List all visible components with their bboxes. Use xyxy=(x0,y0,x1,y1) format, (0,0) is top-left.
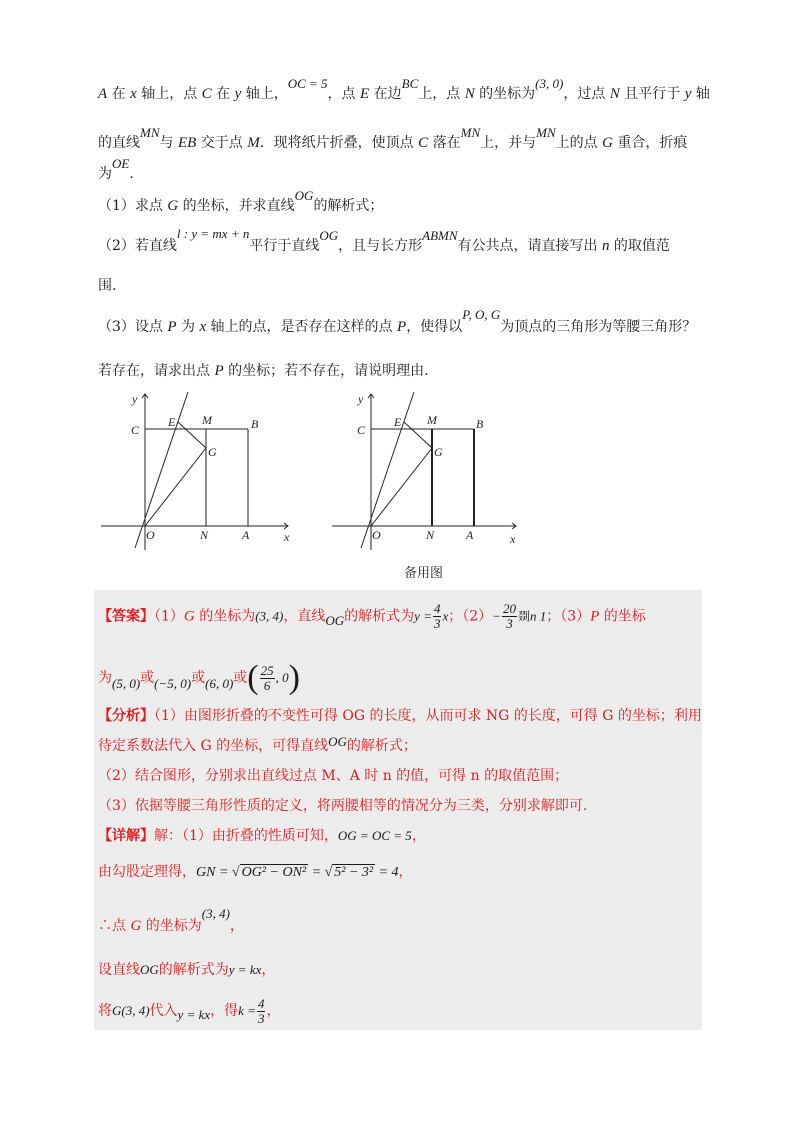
text: （2）若直线 xyxy=(98,238,177,254)
label-b: B xyxy=(251,417,259,431)
point-g: G xyxy=(167,198,179,214)
denominator: 3 xyxy=(433,616,441,631)
eq-y: y = xyxy=(414,608,432,624)
point-g: G xyxy=(130,918,142,934)
fraction-4-3 xyxy=(257,997,266,1026)
point-g-coordinate: G(3, 4) xyxy=(112,1003,150,1018)
text: 在 xyxy=(107,86,131,102)
var-y: y xyxy=(684,86,692,102)
text: ∴点 xyxy=(98,918,131,934)
label-e: E xyxy=(168,415,176,429)
fraction-4-3 xyxy=(433,602,442,631)
line-oe xyxy=(361,392,414,548)
oc-equation: OC = 5 xyxy=(287,76,328,91)
range-symbol: 剟 xyxy=(517,609,530,624)
answer-tag: 【答案】 xyxy=(98,608,154,625)
label-g: G xyxy=(434,445,443,459)
label-a: A xyxy=(466,528,474,542)
line-og: OG xyxy=(325,612,345,628)
analysis-line-2 xyxy=(98,736,417,756)
denominator: 3 xyxy=(257,1010,265,1026)
text: 的坐标 xyxy=(599,608,646,625)
question-2-cont xyxy=(98,276,116,296)
text: （2）结合图形，分别求出直线过点 M、A 时 n 的值，可得 n 的取值范围； xyxy=(98,768,569,784)
label-c: C xyxy=(357,423,366,437)
point-p: P xyxy=(214,363,224,379)
text: 将 xyxy=(98,1003,112,1019)
text: 落在 xyxy=(428,135,461,151)
text: 且平行于 xyxy=(619,86,685,102)
detail-tag: 【详解】 xyxy=(98,828,154,844)
point-p: P xyxy=(397,319,407,335)
var-n: n xyxy=(529,608,537,624)
analysis-line-3 xyxy=(98,766,568,786)
gn-eq: GN = xyxy=(196,865,232,880)
point-n: N xyxy=(609,86,620,102)
text: 轴 xyxy=(691,86,710,102)
text: 的取值范 xyxy=(609,238,670,254)
point-g: G xyxy=(602,135,613,151)
p-solution-3: (6, 0) xyxy=(205,676,234,691)
text: ， xyxy=(266,1003,281,1019)
number-one: 1 xyxy=(536,608,547,624)
detail-line-5 xyxy=(98,996,280,1026)
result: = 4 xyxy=(375,865,399,880)
text: 平行于直线 xyxy=(249,238,320,254)
line-og xyxy=(145,448,206,526)
text: 或 xyxy=(233,670,248,686)
label-m: M xyxy=(427,413,437,427)
text: 与 xyxy=(159,135,178,151)
fraction-20-3 xyxy=(502,602,517,631)
left-paren: ( xyxy=(247,659,259,696)
text: 上，点 xyxy=(418,86,465,102)
numerator: 4 xyxy=(433,601,441,616)
text: （3）设点 xyxy=(98,319,168,335)
line-oe xyxy=(135,392,188,548)
point-p: P xyxy=(590,608,600,625)
radicand-1: OG² − ON² xyxy=(241,865,307,880)
label-n: N xyxy=(200,528,209,542)
label-x: x xyxy=(284,530,290,544)
text: （3）依据等腰三角形性质的定义，将两腰相等的情况分为三类，分别求解即可. xyxy=(98,798,588,814)
point-m: M xyxy=(247,135,260,151)
segment-bc: BC xyxy=(401,76,419,91)
figure-main xyxy=(96,386,302,556)
text: ， xyxy=(411,828,426,844)
text: 轴上的点，是否存在这样的点 xyxy=(206,319,398,335)
text: ．现将纸片折叠，使顶点 xyxy=(259,135,419,151)
text: 待定系数法代入 G 的坐标，可得直线 xyxy=(98,738,329,754)
text: 为 xyxy=(176,319,200,335)
text: 重合，折痕 xyxy=(612,135,688,151)
analysis-tag: 【分析】 xyxy=(98,708,154,724)
analysis-line-4 xyxy=(98,796,587,816)
label-e: E xyxy=(394,415,402,429)
point-p: P xyxy=(167,319,177,335)
label-y: y xyxy=(358,392,364,406)
numerator: 25 xyxy=(260,662,274,678)
equals: = xyxy=(308,865,325,880)
denominator: 3 xyxy=(506,616,513,631)
text: 的解析式； xyxy=(313,198,384,214)
var-x: x xyxy=(442,608,449,624)
question-2 xyxy=(98,226,670,256)
p-solution-2: (−5, 0) xyxy=(154,676,192,691)
line-mn: MN xyxy=(140,125,160,140)
g-coordinate: (3, 4) xyxy=(255,608,284,624)
text: 设直线 xyxy=(98,962,140,978)
y-value: , 0 xyxy=(275,670,289,685)
fraction-25-6 xyxy=(260,664,275,693)
detail-line-4 xyxy=(98,960,275,980)
text: 的坐标，并求直线 xyxy=(178,198,295,214)
text: 为顶点的三角形为等腰三角形？ xyxy=(500,319,697,335)
label-c: C xyxy=(131,423,140,437)
label-y: y xyxy=(132,392,138,406)
text: 轴上， xyxy=(241,86,288,102)
figure-spare xyxy=(330,386,530,556)
line-l-expression: l : y = mx + n xyxy=(176,226,250,241)
text: 或 xyxy=(191,670,206,686)
line-og xyxy=(371,448,432,526)
label-x: x xyxy=(510,532,516,546)
var-x: x xyxy=(130,86,137,102)
text: 的解析式； xyxy=(346,738,417,754)
point-e: E xyxy=(360,86,370,102)
text: （1）求点 xyxy=(98,198,168,214)
point-a: A xyxy=(98,86,108,102)
label-o: O xyxy=(372,528,381,542)
text: 在 xyxy=(211,86,235,102)
spare-figure-caption: 备用图 xyxy=(404,566,444,581)
text: ，点 xyxy=(327,86,360,102)
text: ，且与长方形 xyxy=(338,238,423,254)
text: ；（2） xyxy=(448,608,493,625)
analysis-line-1 xyxy=(98,706,702,726)
text: 的坐标为 xyxy=(194,608,256,625)
text: 在边 xyxy=(369,86,402,102)
denominator: 6 xyxy=(263,677,271,693)
text: 若存在，请求出点 xyxy=(98,363,215,379)
text: ， xyxy=(398,864,413,880)
question-1 xyxy=(98,188,384,216)
text: 的坐标；若不存在，请说明理由. xyxy=(223,363,429,379)
text: ， xyxy=(261,962,276,978)
problem-line-1 xyxy=(98,76,710,104)
text: 代入 xyxy=(149,1003,178,1019)
text: 的直线 xyxy=(98,135,140,151)
minus-sign: − xyxy=(492,608,501,624)
point-g: G xyxy=(183,608,195,625)
numerator: 4 xyxy=(257,995,265,1011)
text: （1） xyxy=(154,608,184,625)
n-coordinate: (3, 0) xyxy=(535,76,564,91)
p-solution-4 xyxy=(247,659,300,696)
g-coordinate: (3, 4) xyxy=(201,906,230,921)
text: 上，并与 xyxy=(480,135,537,151)
radicand-2: 5² − 3² xyxy=(334,865,374,880)
label-a: A xyxy=(242,528,250,542)
line-mn: MN xyxy=(460,125,481,140)
question-3-cont xyxy=(98,361,429,381)
point-n: N xyxy=(464,86,475,102)
answer-line-2 xyxy=(98,660,300,696)
line-eb: EB xyxy=(177,135,197,151)
point-c: C xyxy=(201,86,212,102)
line-og: OG xyxy=(328,734,347,749)
text: 的解析式为 xyxy=(158,962,229,978)
crease-oe: OE xyxy=(112,156,130,171)
text: 为 xyxy=(98,670,112,686)
p-solution-1: (5, 0) xyxy=(112,676,141,691)
label-b: B xyxy=(476,417,484,431)
text: （1）由图形折叠的不变性可得 OG 的长度，从而可求 NG 的长度，可得 G 的坐标；利用 xyxy=(154,708,702,724)
text: ， xyxy=(229,918,244,934)
point-c: C xyxy=(418,135,429,151)
line-mn: MN xyxy=(536,125,556,140)
points-pog: P, O, G xyxy=(462,307,501,322)
line-og: OG xyxy=(294,188,314,203)
detail-line-1 xyxy=(98,826,426,846)
og-equals-oc: OG = OC = 5 xyxy=(337,828,412,843)
rectangle-abmn: ABMN xyxy=(422,228,458,243)
label-m: M xyxy=(202,413,212,427)
text: 由勾股定理得， xyxy=(98,864,196,880)
text: ；（3） xyxy=(546,608,591,625)
line-og: OG xyxy=(140,962,159,977)
text: 的坐标为 xyxy=(474,86,536,102)
line-og: OG xyxy=(319,228,339,243)
var-n: n xyxy=(601,238,610,254)
detail-line-2 xyxy=(98,862,413,883)
problem-line-3 xyxy=(98,156,134,184)
right-paren: ) xyxy=(288,659,300,696)
text: ，使得以 xyxy=(406,319,463,335)
label-g: G xyxy=(208,445,217,459)
text: 的坐标为 xyxy=(141,918,202,934)
text: 为 xyxy=(98,166,112,182)
answer-line-1 xyxy=(98,602,646,631)
text: 的解析式为 xyxy=(344,608,415,625)
detail-line-3 xyxy=(98,906,244,936)
text: 有公共点，请直接写出 xyxy=(457,238,602,254)
numerator: 20 xyxy=(502,601,516,616)
label-n: N xyxy=(426,528,435,542)
text: 解：（1）由折叠的性质可知， xyxy=(154,828,338,844)
y-equals-kx: y = kx xyxy=(228,962,262,977)
question-3 xyxy=(98,307,697,337)
k-equals: k = xyxy=(238,1003,256,1018)
label-o: O xyxy=(146,528,155,542)
text: 上的点 xyxy=(555,135,603,151)
text: 交于点 xyxy=(196,135,248,151)
text: . xyxy=(129,166,134,182)
text: 围. xyxy=(98,278,117,294)
text: 轴上，点 xyxy=(136,86,202,102)
text: ，直线 xyxy=(283,608,326,625)
var-y: y xyxy=(234,86,242,102)
pythagorean-equation: GN = √ OG² − ON² = √ 5² − 3² = 4 xyxy=(196,865,399,880)
text: ，得 xyxy=(210,1003,239,1019)
text: 或 xyxy=(140,670,155,686)
text: ，过点 xyxy=(563,86,610,102)
y-equals-kx: y = kx xyxy=(177,1007,211,1022)
var-x: x xyxy=(199,319,207,335)
problem-line-2 xyxy=(98,125,688,153)
